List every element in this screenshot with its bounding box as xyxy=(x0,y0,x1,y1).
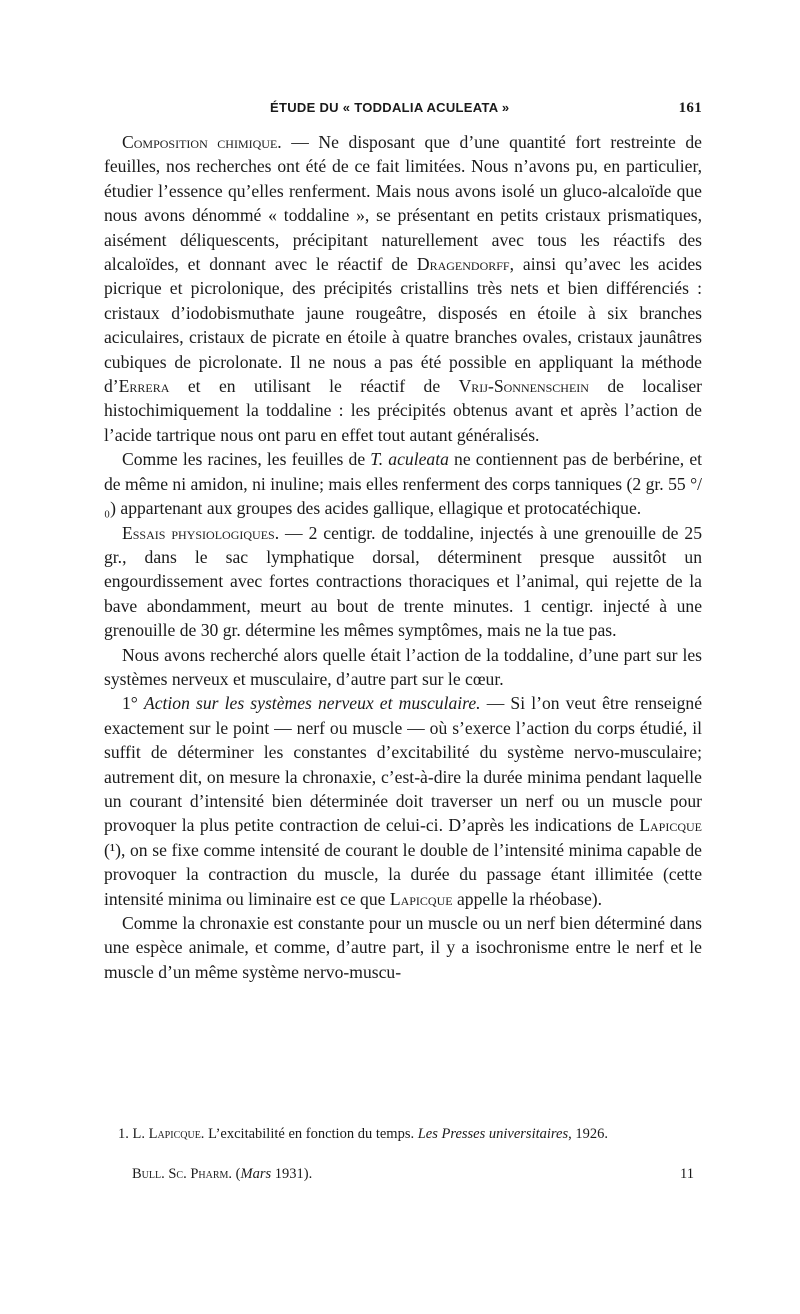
issue-month: Mars xyxy=(240,1166,272,1182)
body-text xyxy=(104,130,702,984)
author-name: Lapicque xyxy=(639,815,702,836)
paragraph-text: — 2 centigr. de toddaline, injectés à une grenouille de 25 gr., dans le sac lymphatique dorsal, déterminent presque aussitôt un engourdissement avec fortes contractions thoraciques et l’animal, qui rejette de la bave abondamment, meurt au bout de trente minutes. 1 centigr. injecté à une grenouille de 30 gr. détermine les mêmes symptômes, mais ne la tue pas. xyxy=(104,522,702,641)
paragraph-recherche xyxy=(104,643,702,692)
page-number: 161 xyxy=(678,100,702,116)
journal-citation xyxy=(132,1166,312,1183)
footnote-text: L’excitabilité en fonction du temps. xyxy=(204,1126,418,1142)
paragraph-text: Comme les racines, les feuilles de xyxy=(122,449,371,470)
date-close: 1931). xyxy=(271,1166,313,1182)
author-name: Vrij-Sonnenschein xyxy=(458,376,589,397)
section-heading: Composition chimique. xyxy=(122,132,282,152)
paragraph-text: de localiser histochimiquement la toddaline : les précipités obtenus avant et après l’action de l’acide tartrique nous ont paru en effet tout autant généralisés. xyxy=(104,376,702,445)
species-name: T. aculeata xyxy=(370,449,449,470)
author-name: Lapicque xyxy=(389,888,453,909)
paragraph-text: , ainsi qu’avec les acides picrique et picrolonique, des précipités cristallins très nets et bien différenciés : cristaux d’iodobismuthate jaune rougeâtre, disposés en étoile à six branches aciculaires, cristaux de picrate en étoile à quatre branches ovales, cristaux jaunâtres cubiques de picrolonate. Il ne nous a pas été possible en appliquant la méthode d’ xyxy=(104,254,702,397)
footnote-author: L. Lapicque. xyxy=(132,1126,205,1142)
paragraph-text: Nous avons recherché alors quelle était l’action de la toddaline, d’une part sur les systèmes nerveux et musculaire, d’autre part sur le cœur. xyxy=(104,644,702,689)
paragraph-text: appelle la rhéobase). xyxy=(452,888,603,909)
footnote-reference: (¹) xyxy=(104,839,121,860)
footnote-publisher: Les Presses universitaires xyxy=(417,1126,569,1142)
paragraph-text: et en utilisant le réactif de xyxy=(169,376,459,397)
paragraph-essais-physiologiques xyxy=(104,521,702,643)
running-title: ÉTUDE DU « TODDALIA ACULEATA » xyxy=(270,100,510,115)
paragraph-chronaxie xyxy=(104,911,702,984)
journal-name: Bull. Sc. Pharm. xyxy=(132,1166,233,1182)
subsection-number: 1° xyxy=(122,693,144,714)
footnote-entry xyxy=(104,1124,702,1144)
footnote-text: , 1926. xyxy=(568,1126,608,1142)
author-name: Dragendorff xyxy=(416,254,510,275)
paragraph-text: Comme la chronaxie est constante pour un muscle ou un nerf bien déterminé dans une espèce animale, et comme, d’autre part, il y a isochronisme entre le nerf et le muscle d’un même système nervo-muscu- xyxy=(104,913,702,982)
date-open: ( xyxy=(232,1166,241,1182)
signature-mark: 11 xyxy=(680,1166,694,1182)
footnote-number: 1. xyxy=(118,1126,133,1142)
running-header xyxy=(104,100,702,122)
paragraph-text: — Si l’on veut être renseigné exactement sur le point — nerf ou muscle — où s’exerce l’action du corps étudié, il suffit de déterminer les constantes d’excitabilité du système nervo-musculaire; autrement dit, on mesure la chronaxie, c’est-à-dire la durée minima pendant laquelle un courant d’intensité bien déterminée doit traverser un nerf ou un muscle pour provoquer la plus petite contraction de celui-ci. D’après les indications de xyxy=(104,693,702,836)
paragraph-composition-chimique xyxy=(104,130,702,447)
author-name: Errera xyxy=(118,376,170,397)
paragraph-text: — Ne disposant que d’une quantité fort restreinte de feuilles, nos recherches ont été de ce fait limitées. Nous n’avons pu, en particulier, étudier l’essence qu’elles renferment. Mais nous avons isolé un gluco-alcaloïde que nous avons dénommé « toddaline », se présentant en petits cristaux prismatiques, aisément déliquescents, précipitant naturellement avec tous les réactifs des alcaloïdes, et donnant avec le réactif de xyxy=(104,132,702,275)
subsection-heading: Action sur les systèmes nerveux et musculaire. xyxy=(143,693,481,714)
paragraph-racines xyxy=(104,447,702,520)
paragraph-text: ne contiennent pas de berbérine, et de même ni amidon, ni inuline; mais elles renferment des corps tanniques (2 gr. 55 °/₀) appartenant aux groupes des acides gallique, ellagique et protocatéchique. xyxy=(104,449,703,519)
paragraph-action-nerveux xyxy=(104,691,702,911)
section-heading: Essais physiologiques. xyxy=(122,522,280,543)
paragraph-text: , on se fixe comme intensité de courant le double de l’intensité minima capable de provoquer la contraction du muscle, la durée du passage étant illimitée (cette intensité minima ou liminaire est ce que xyxy=(104,839,702,909)
footnote xyxy=(104,1124,702,1144)
